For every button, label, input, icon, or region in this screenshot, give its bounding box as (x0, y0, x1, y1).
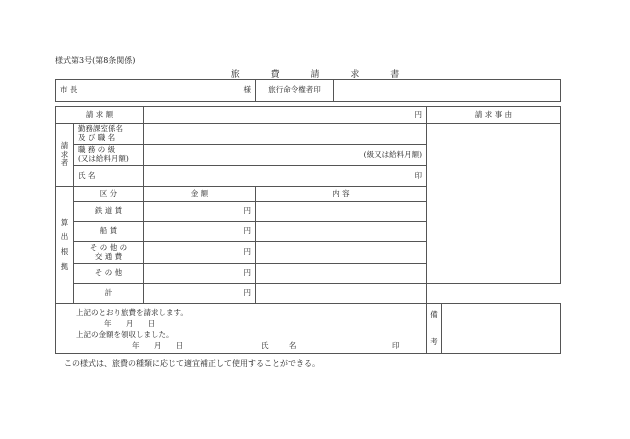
receipt-statement: 上記の金額を領収しました。 (76, 330, 174, 339)
dept-label: 勤務課室係名 及 び 職 名 (74, 124, 144, 145)
calc-detail-field[interactable] (256, 222, 427, 242)
receipt-seal: 印 (392, 341, 400, 350)
calc-detail-field[interactable] (256, 202, 427, 222)
receipt-name-label: 氏 名 (261, 341, 297, 350)
addressee-cell (56, 80, 256, 102)
dept-field[interactable] (144, 124, 427, 145)
grade-field[interactable]: (級又は給料月額) (144, 145, 427, 166)
addressee-row (56, 80, 561, 102)
remarks-label: 備 考 (427, 304, 442, 354)
claim-amount-row (56, 107, 561, 124)
calc-total-label: 計 (74, 284, 144, 304)
calc-row-label: そ の 他 (74, 264, 144, 284)
calc-amount-field[interactable]: 円 (144, 202, 256, 222)
col-category-header: 区 分 (74, 187, 144, 202)
calc-row-label: 鉄 道 賃 (74, 202, 144, 222)
declaration-cell (56, 304, 427, 354)
remarks-field[interactable] (442, 304, 561, 354)
calc-total-row (56, 284, 561, 304)
request-statement: 上記のとおり旅費を請求します。 (76, 308, 188, 317)
authority-seal-box[interactable] (334, 80, 561, 102)
calc-total-field[interactable]: 円 (144, 284, 256, 304)
calc-amount-field[interactable]: 円 (144, 222, 256, 242)
claim-amount-label: 請 求 額 (56, 107, 144, 124)
travel-expense-form (55, 79, 561, 354)
request-date[interactable]: 年 月 日 (104, 319, 156, 328)
claimant-name-label: 氏 名 (74, 166, 144, 187)
claimant-name-field[interactable]: 印 (144, 166, 427, 187)
calc-detail-field[interactable] (256, 242, 427, 264)
mayor-label: 市 長 (60, 85, 78, 95)
calc-amount-field[interactable]: 円 (144, 264, 256, 284)
calc-amount-field[interactable]: 円 (144, 242, 256, 264)
title-char: 請 (310, 70, 320, 80)
calc-row-label: 船 賃 (74, 222, 144, 242)
receipt-date[interactable]: 年 月 日 (132, 341, 184, 350)
claim-reason-field[interactable] (427, 124, 561, 284)
calc-detail-field[interactable] (256, 264, 427, 284)
title-char: 書 (390, 70, 400, 80)
sama-label: 様 (243, 85, 251, 95)
claimant-dept-row (56, 124, 561, 145)
col-amount-header: 金 額 (144, 187, 256, 202)
claim-reason-label: 請 求 事 由 (427, 107, 561, 124)
claimant-group-label: 請 求 者 (56, 124, 74, 187)
title-char: 旅 (230, 70, 240, 80)
grade-label: 職 務 の 級 (又は給料月額) (74, 145, 144, 166)
calc-group-label: 算 出 根 拠 (56, 187, 74, 304)
declaration-row (56, 304, 561, 354)
calc-total-detail-field[interactable] (256, 284, 427, 304)
col-detail-header: 内 容 (256, 187, 427, 202)
title-char: 求 (350, 70, 360, 80)
authority-seal-label: 旅行命令権者印 (256, 80, 334, 102)
calc-row-label: そ の 他 の 交 通 費 (74, 242, 144, 264)
footnote: この様式は、旅費の種類に応じて適宜補正して使用することができる。 (64, 359, 320, 368)
title-char: 費 (270, 70, 280, 80)
form-number: 様式第3号(第8条関係) (55, 56, 136, 65)
claim-amount-field[interactable]: 円 (144, 107, 427, 124)
